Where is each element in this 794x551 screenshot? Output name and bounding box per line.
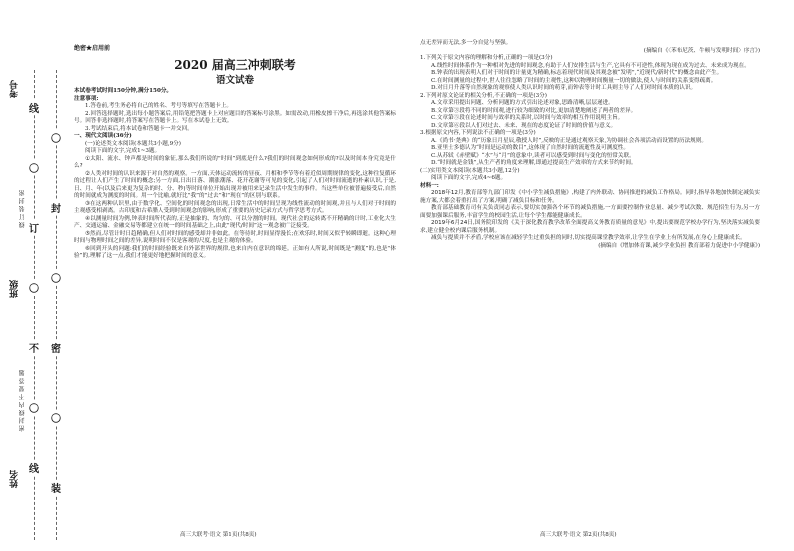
q3-option-d: D.“时间就是金钱”,从生产者的角度来理解,即通过提高生产效率的方式来节约时间。	[431, 160, 637, 166]
seal-mark-5: 不	[29, 340, 39, 355]
q2-option-b: B.文章第③段将不同的时间观,进行较为细致的对比,更加清楚地阐述了两者的差异。	[431, 107, 637, 114]
material-1-label: 材料一:	[420, 182, 439, 189]
seal-mark-6: 〇	[29, 400, 39, 415]
passage-para-3: ③在这两种认识里,由于数学化、空间化的时间观念的出现,日常生活中的时间呈现为线性流动的时间观,并且与人们对于时间的主观感受相剥离。古印度和古希腊人受到时间观念的影响,形成了重要的历史记录方式与哲学思考方式。	[74, 200, 396, 214]
notice-3: 3.考试结束后,将本试卷和答题卡一并交回。	[85, 125, 193, 132]
material-para-1: 2018年12月,教育部等九部门印发《中小学生减负措施》,构建了内外联动、协同推进的减负工作格局。同时,指导各地加快制定减负实施方案,大都会着重打出了方案,明确了减负目标和任务。	[420, 190, 760, 204]
seal-mark-4: 〇	[29, 280, 39, 295]
seal-mark-12: 〇	[51, 410, 61, 425]
q3-option-c: C.从苏轼《赤壁赋》“水”与“月”的意象中,读者可以感受到时间与变化的恒常关联。	[431, 152, 635, 159]
section-heading: 一、现代文阅读(36分)	[74, 133, 132, 139]
notice-1: 1.答卷前,考生务必将自己的姓名、考号等填写在答题卡上。	[85, 103, 232, 109]
notice-heading: 注意事项:	[74, 95, 99, 102]
seal-mark-1: 线	[29, 100, 39, 115]
question-3: 3.根据原文内容,下列说法不正确的一项是(3分)	[420, 130, 536, 136]
reading-instruction: 阅读下面的文字,完成1~3题。	[85, 148, 161, 154]
seal-mark-8: 〇	[51, 130, 61, 145]
right-column	[420, 40, 760, 250]
q1-option-a: A.线性时间体系作为一种相对先进的时间观念,有助于人们安排生活与生产,它具有不可逆性,体现为现在成为过去、未来成为现在。	[431, 62, 750, 69]
passage-para-2: ②人类对时间的认识来源于对自然的观察。一方面,天体运动流转的昼夜、月相和季节等有着近似周期规律的变化,这种往复循环的过程让人们产生了时间的概念;另一方面,日出日落、潮涨潮落、花开花谢等可见的变化,引起了人们对时间流逝的朴素认识,于是,日、月、年(以及后来更为复杂的时、分、秒)等时间单位开始出现并被用来记录生活中发生的事件。当这些单位被普遍接受后,自然的时间就成为测度的时间。用一个比喻,就好比“我”的“过去”和“现在”的区别与联系。	[74, 170, 396, 199]
passage-para-6: ⑥回到开头的问题:我们的时间经验既来自外部世界的规律,也来自内在意识的绵延。正如有人所说,时间既是“测度”的,也是“体验”的,理解了这一点,我们才能更好地把握时间的意义。	[74, 245, 396, 259]
seal-mark-2: 〇	[29, 160, 39, 175]
seal-mark-3: 订	[29, 220, 39, 235]
seal-line-chars: 线 订 装 封 密	[19, 190, 26, 228]
name-label: 姓名	[10, 470, 20, 488]
passage-para-4: ④以测量时间为例,钟表时间所代表的,正是抽象的、均匀的、可以分割的时间。现代社会的运转离不开精确的计时,工业化大生产、交通运输、金融交易等都建立在统一的时间基础之上,由此“现代/时间”这一观念被广泛接受。	[74, 215, 396, 229]
question-1: 1.下列关于原文内容的理解和分析,正确的一项是(3分)	[420, 55, 553, 61]
confidential-mark: 绝密★启用前	[74, 45, 111, 52]
material-para-3: 2019年6月24日,国务院印发的《关于深化教育教学改革全面提高义务教育质量的意见》中,提出要规范学校办学行为,坚决落实减负要求,建立健全校内课后服务机制。	[420, 220, 760, 234]
exam-title: 2020 届高三冲刺联考	[174, 58, 296, 72]
subsection-2-heading: (二)实用类文本阅读(本题共3小题,12分)	[420, 167, 520, 174]
q1-option-c: C.在时间测量的过程中,世人往往忽略了时间的主观性,这种以物理时间衡量一切的做法,使人与时间的关系变得疏离。	[431, 77, 717, 84]
page-footer-left: 高三大联考·语文 第1页(共8页)	[180, 532, 257, 538]
question-2: 2.下列对原文论证的相关分析,不正确的一项是(3分)	[420, 92, 547, 99]
q2-option-c: C.文章第⑤段在论述时间与效率的关系时,以时间与效率的相互作用说明主旨。	[431, 115, 624, 121]
notice-2: 2.回答选择题时,选出每小题答案后,用铅笔把答题卡上对应题目的答案标号涂黑。如需改动,用橡皮擦干净后,再选涂其他答案标号。回答非选择题时,将答案写在答题卡上。写在本试卷上无效。	[74, 110, 396, 124]
q1-option-b: B.钟表的出现表明人们对于时间的计量更为精确,标志着现代时间及其观念被“发明”,“近现代/新时代”的概念由此产生。	[431, 70, 723, 76]
q1-option-d: D.对日月升落等自然现象的观察使人类认识时间的萌芽,而钟表等计时工具则主导了人们对时间本质的认识。	[431, 85, 697, 91]
seal-mark-10: 〇	[51, 270, 61, 285]
seal-mark-9: 封	[51, 200, 61, 215]
class-label: 班级	[10, 280, 20, 298]
material-para-4: 减负与提质并不矛盾,学校应该在减轻学生过重负担的同时,切实提高课堂教学效率,让学生在学业上有所发展,在身心上健康成长。	[431, 235, 746, 241]
seal-mark-11: 密	[51, 340, 61, 355]
q2-option-a: A.文章采用提出问题、分析问题的方式引出论述对象,思路清晰,层层递进。	[431, 100, 614, 106]
exam-subtitle: 语文试卷	[215, 75, 254, 86]
page-footer-right: 高三大联考·语文 第2页(共8页)	[540, 532, 617, 538]
seal-mark-13: 装	[51, 480, 61, 495]
passage-para-5: ⑤然而,尽管计时日趋精确,但人们对时间的感受却并非如此。在等待时,时间显得漫长;在欢乐时,时间又似乎转瞬即逝。这种心理时间与物理时间之间的差异,说明时间不仅是客观的尺度,也是主观的体验。	[74, 230, 396, 244]
left-column	[74, 88, 396, 261]
passage-source: (摘编自《〈苯布尼茨、牛顿与发明时间〉序言》)	[643, 47, 760, 54]
q3-option-b: B.亚里士多德认为“时间是运动的数目”,这体现了自然时间的流逝性及可测度性。	[431, 145, 629, 151]
seal-mark-7: 线	[29, 460, 39, 475]
q3-option-a: A.《尚书·尧典》的“历象日月星辰,敬授人时”,反映的正是通过观察天象,为协调社会各项活动而设置的历法规则。	[431, 137, 707, 144]
material-source: (摘编自《增加体育课,减少学业负担 教育部着力促进中小学健康》)	[598, 242, 760, 249]
passage-para-1: ①太阳、流水、钟声都是时间的象征,那么我们所说的“时间”到底是什么?我们的时间观念如何形成的?以及时间本身究竟是什么?	[74, 155, 396, 169]
exam-time: 本试卷考试时间150分钟,满分150分。	[74, 88, 173, 94]
binding-margin	[6, 70, 66, 540]
material-para-2: 教育部基础教育司有关负责同志表示,要切实加强各个环节的减负措施,一方面要控制作业总量、减少考试次数、规范招生行为,另一方面要加强课后服务,丰富学生的校园生活,让每个学生都能健康成长。	[420, 205, 760, 219]
subsection-heading: (一)论述类文本阅读(本题共3小题,9分)	[85, 140, 181, 147]
q2-option-d: D.文章第⑥段以人们对过去、未来、现在的态度论证了时间的价值与意义。	[431, 122, 617, 129]
passage-end: 点无差异而无法,多一分自觉与坚强。	[420, 40, 512, 46]
reading-instruction-2: 阅读下面的文字,完成4~6题。	[431, 175, 507, 181]
exam-number-label: 考号	[10, 80, 20, 98]
seal-warning: 密 封 线 内 不 要 答 题	[19, 370, 26, 432]
